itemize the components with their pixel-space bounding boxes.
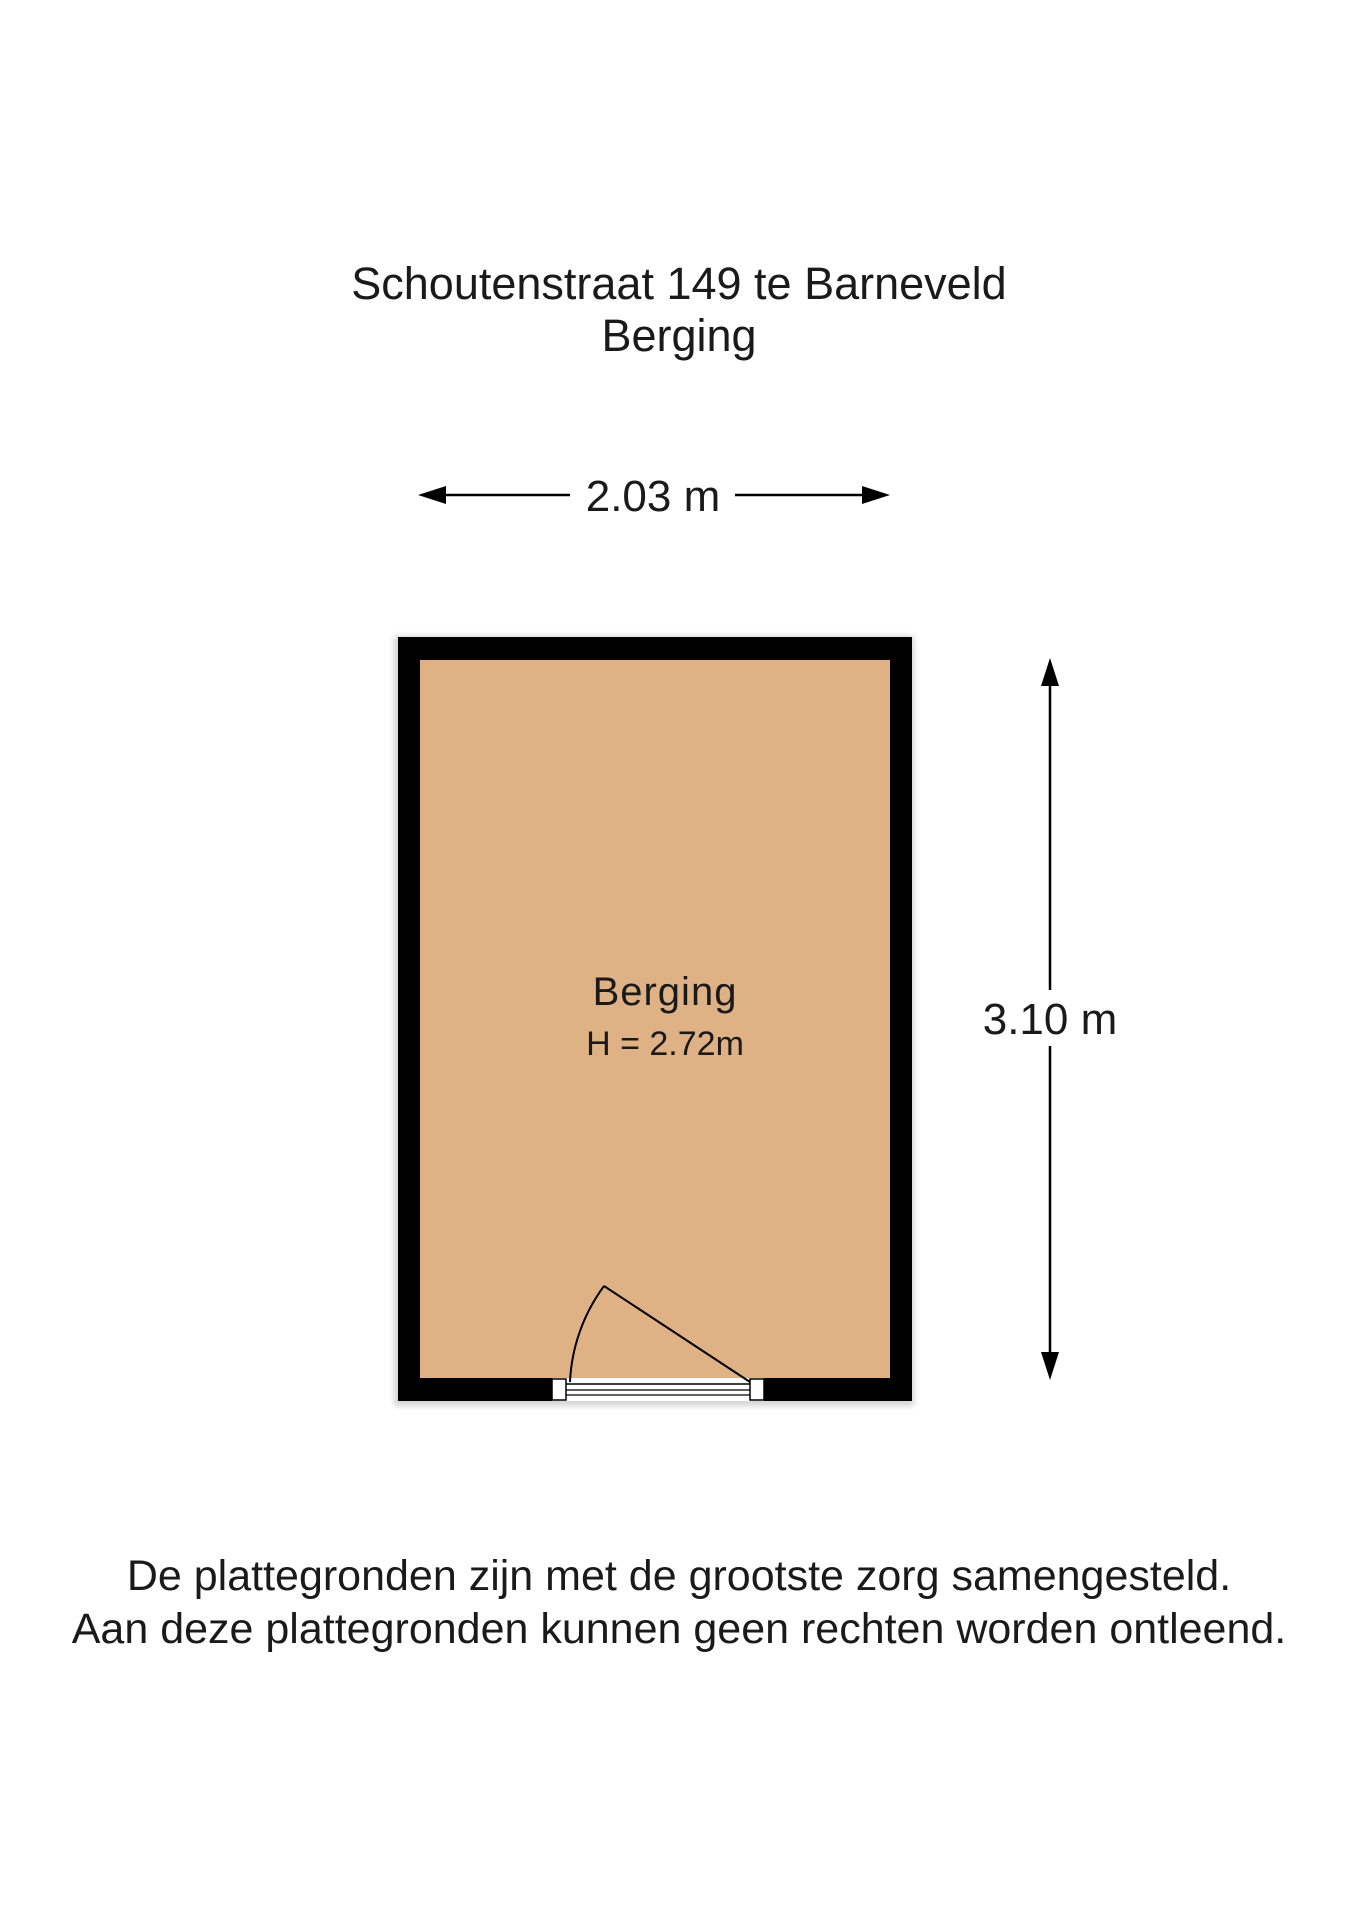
disclaimer (0, 1550, 1358, 1656)
room-floor (420, 660, 890, 1378)
disclaimer-line-1: De plattegronden zijn met de grootste zorg samengesteld. (126, 1552, 1232, 1600)
room-name: Berging (592, 970, 738, 1014)
depth-arrow-top-head (1041, 658, 1059, 686)
width-label: 2.03 m (585, 472, 721, 521)
door-jamb-right (750, 1379, 764, 1400)
room-berging (394, 636, 914, 1406)
depth-dimension (975, 658, 1125, 1380)
width-arrow-left-head (418, 486, 446, 504)
room-height: H = 2.72m (586, 1025, 744, 1063)
width-dimension (418, 472, 890, 521)
floor-title: Berging (601, 310, 757, 361)
door-jamb-left (552, 1379, 566, 1400)
depth-label: 3.10 m (982, 995, 1118, 1044)
width-arrow-right-head (862, 486, 890, 504)
depth-arrow-bottom-head (1041, 1352, 1059, 1380)
address-title: Schoutenstraat 149 te Barneveld (351, 258, 1007, 309)
disclaimer-line-2: Aan deze plattegronden kunnen geen rechten worden ontleend. (71, 1605, 1287, 1653)
